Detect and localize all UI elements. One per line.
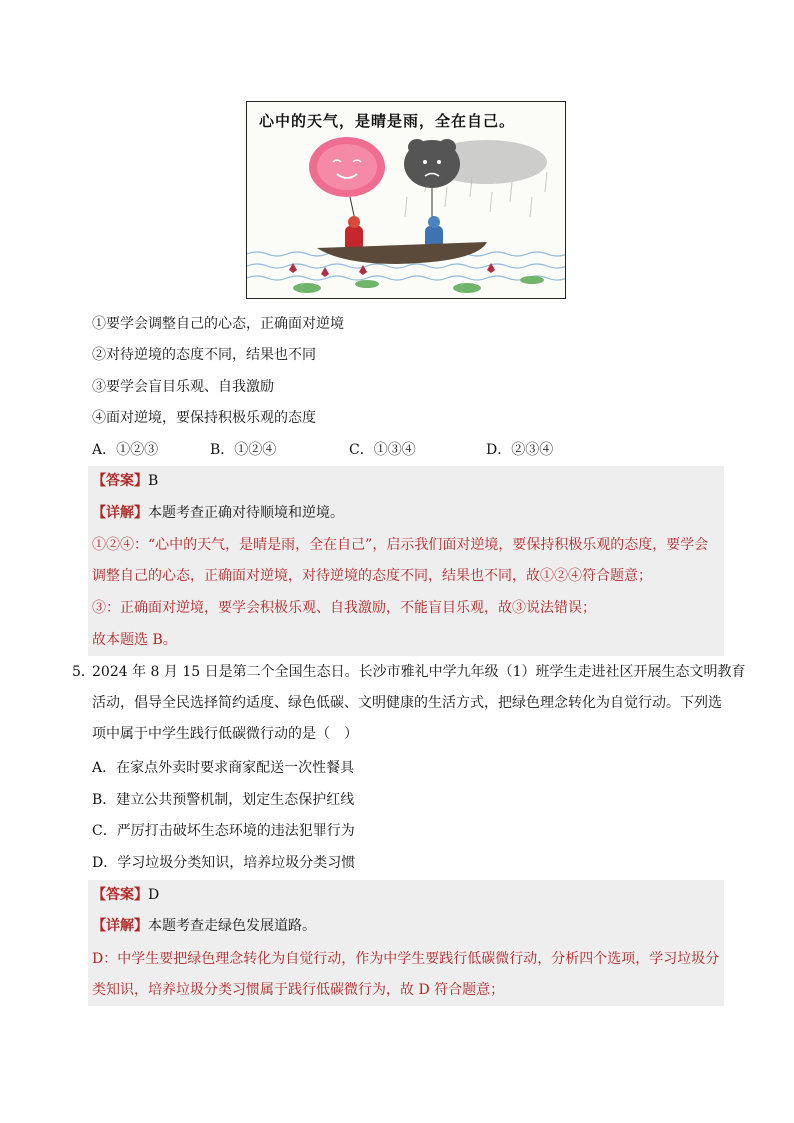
- option-a: A．①②③: [92, 442, 159, 458]
- detail-intro: 本题考查正确对待顺境和逆境。: [148, 505, 344, 521]
- answer-value: D: [148, 887, 160, 903]
- detail-tag: 【详解】: [92, 505, 148, 521]
- illustration-drawing: [247, 102, 565, 298]
- statement-2: ②对待逆境的态度不同，结果也不同: [92, 347, 316, 363]
- answer-line-q5: [92, 885, 159, 905]
- answer-block-q4: [88, 466, 724, 656]
- q5-analysis-line-2: 类知识，培养垃圾分类习惯属于践行低碳微行为，故 D 符合题意；: [92, 982, 505, 998]
- question-number-5: 5．: [72, 664, 95, 680]
- q5-option-d: D．学习垃圾分类知识，培养垃圾分类习惯: [92, 855, 356, 871]
- q5-option-a: A．在家点外卖时要求商家配送一次性餐具: [92, 760, 355, 776]
- answer-tag: 【答案】: [92, 887, 148, 903]
- detail-tag: 【详解】: [92, 918, 148, 934]
- detail-line-q5: [92, 916, 316, 936]
- sad-grey-cloud-balloon: [404, 139, 547, 220]
- answer-tag: 【答案】: [92, 473, 148, 489]
- analysis-line-2: 调整自己的心态，正确面对逆境，对待逆境的态度不同，结果也不同，故①②④符合题意；: [92, 568, 652, 584]
- statement-3: ③要学会盲目乐观、自我激励: [92, 379, 274, 395]
- illustration-figure: [246, 101, 566, 299]
- option-b: B．①②④: [210, 442, 277, 458]
- answer-line-q4: [92, 471, 158, 491]
- q5-analysis-line-1: D：中学生要把绿色理念转化为自觉行动，作为中学生要践行低碳微行动，分析四个选项，学习垃圾分: [92, 951, 720, 967]
- analysis-line-1: ①②④：“心中的天气，是晴是雨，全在自己”，启示我们面对逆境，要保持积极乐观的态度，要学会: [92, 537, 709, 553]
- boat-icon: [317, 242, 487, 264]
- illustration-caption: 心中的天气，是晴是雨，全在自己。: [259, 112, 516, 130]
- statement-4: ④面对逆境，要保持积极乐观的态度: [92, 410, 316, 426]
- option-c: C．①③④: [349, 442, 416, 458]
- detail-intro: 本题考查走绿色发展道路。: [148, 918, 316, 934]
- q5-stem-line-3: 项中属于中学生践行低碳微行动的是（ ）: [92, 726, 358, 742]
- smiling-pink-balloon: [309, 137, 385, 220]
- answer-value: B: [148, 473, 159, 489]
- detail-line-q4: [92, 503, 344, 523]
- statement-1: ①要学会调整自己的心态，正确面对逆境: [92, 316, 344, 332]
- analysis-line-3: ③：正确面对逆境，要学会积极乐观、自我激励，不能盲目乐观，故③说法错误；: [92, 600, 596, 616]
- q5-option-b: B．建立公共预警机制，划定生态保护红线: [92, 792, 355, 808]
- option-d: D．②③④: [486, 442, 554, 458]
- q5-option-c: C．严厉打击破坏生态环境的违法犯罪行为: [92, 823, 355, 839]
- q5-stem-line-1: 2024 年 8 月 15 日是第二个全国生态日。长沙市雅礼中学九年级（1）班学生走进社区开展生态文明教育: [92, 664, 746, 680]
- q5-stem-line-2: 活动，倡导全民选择简约适度、绿色低碳、文明健康的生活方式，把绿色理念转化为自觉行动。下列选: [92, 695, 722, 711]
- conclusion-line: 故本题选 B。: [92, 632, 177, 648]
